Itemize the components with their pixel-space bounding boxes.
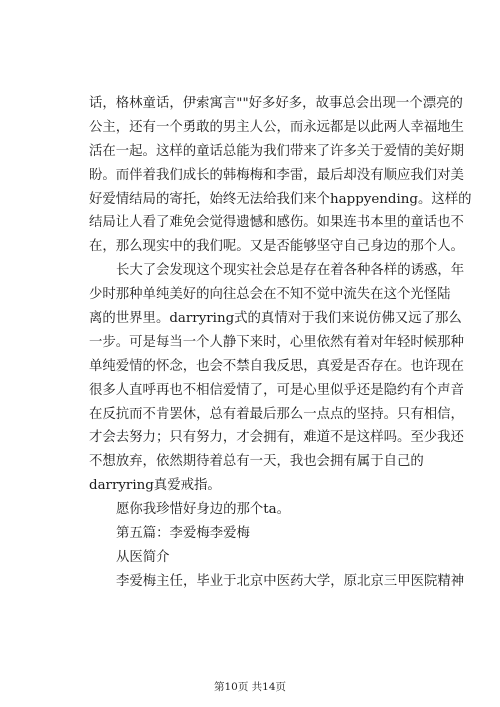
text-line: 不想放弃，依然期待着总有一天，我也会拥有属于自己的 <box>89 454 424 470</box>
paragraph <box>89 498 421 522</box>
text-line: darryring真爱戒指。 <box>89 478 221 494</box>
text-line: 在反抗而不肯罢休，总有着最后那么一点点的坚持。只有相信， <box>89 406 464 422</box>
text-line: 结局让人看了难免会觉得遗憾和感伤。如果连书本里的童话也不 <box>89 215 464 231</box>
text-line: 李爱梅主任，毕业于北京中医药大学，原北京三甲医院精神 <box>116 573 465 589</box>
text-line: 很多人直呼再也不相信爱情了，可是心里似乎还是隐约有个声音 <box>89 382 464 398</box>
paragraph <box>89 92 472 259</box>
text-line: 公主，还有一个勇敢的男主人公，而永远都是以此两人幸福地生 <box>89 119 464 135</box>
page-footer: 第10页 共14页 <box>213 681 287 693</box>
text-line: 一步。可是每当一个人静下来时，心里依然有着对年轻时候那种 <box>89 334 464 350</box>
text-line: 在，那么现实中的我们呢。又是否能够坚守自己身边的那个人。 <box>89 239 464 255</box>
text-line: 离的世界里。darryring式的真情对于我们来说仿佛又远了那么 <box>89 311 462 327</box>
text-line: 愿你我珍惜好身边的那个ta。 <box>116 502 291 518</box>
text-line: 单纯爱情的怀念，也会不禁自我反思，真爱是否存在。也许现在 <box>89 358 464 374</box>
text-line: 活在一起。这样的童话总能为我们带来了许多关于爱情的美好期 <box>89 143 464 159</box>
document-body <box>89 92 472 594</box>
text-line: 话，格林童话，伊索寓言""好多好多，故事总会出现一个漂亮的 <box>89 96 463 111</box>
text-line: 好爱情结局的寄托，始终无法给我们来个happyending。这样的 <box>89 191 472 207</box>
text-line: 从医简介 <box>116 549 170 565</box>
text-line: 第五篇：李爱梅李爱梅 <box>116 526 250 542</box>
paragraph <box>89 259 465 498</box>
text-line: 少时那种单纯美好的向往总会在不知不觉中流失在这个光怪陆 <box>89 287 451 303</box>
text-line: 才会去努力；只有努力，才会拥有，难道不是这样吗。至少我还 <box>89 430 464 446</box>
text-line: 盼。而伴着我们成长的韩梅梅和李雷，最后却没有顺应我们对美 <box>89 167 464 183</box>
text-line: 长大了会发现这个现实社会总是存在着各种各样的诱惑，年 <box>116 263 465 279</box>
paragraph <box>89 522 421 546</box>
paragraph <box>89 570 465 594</box>
paragraph <box>89 546 421 570</box>
